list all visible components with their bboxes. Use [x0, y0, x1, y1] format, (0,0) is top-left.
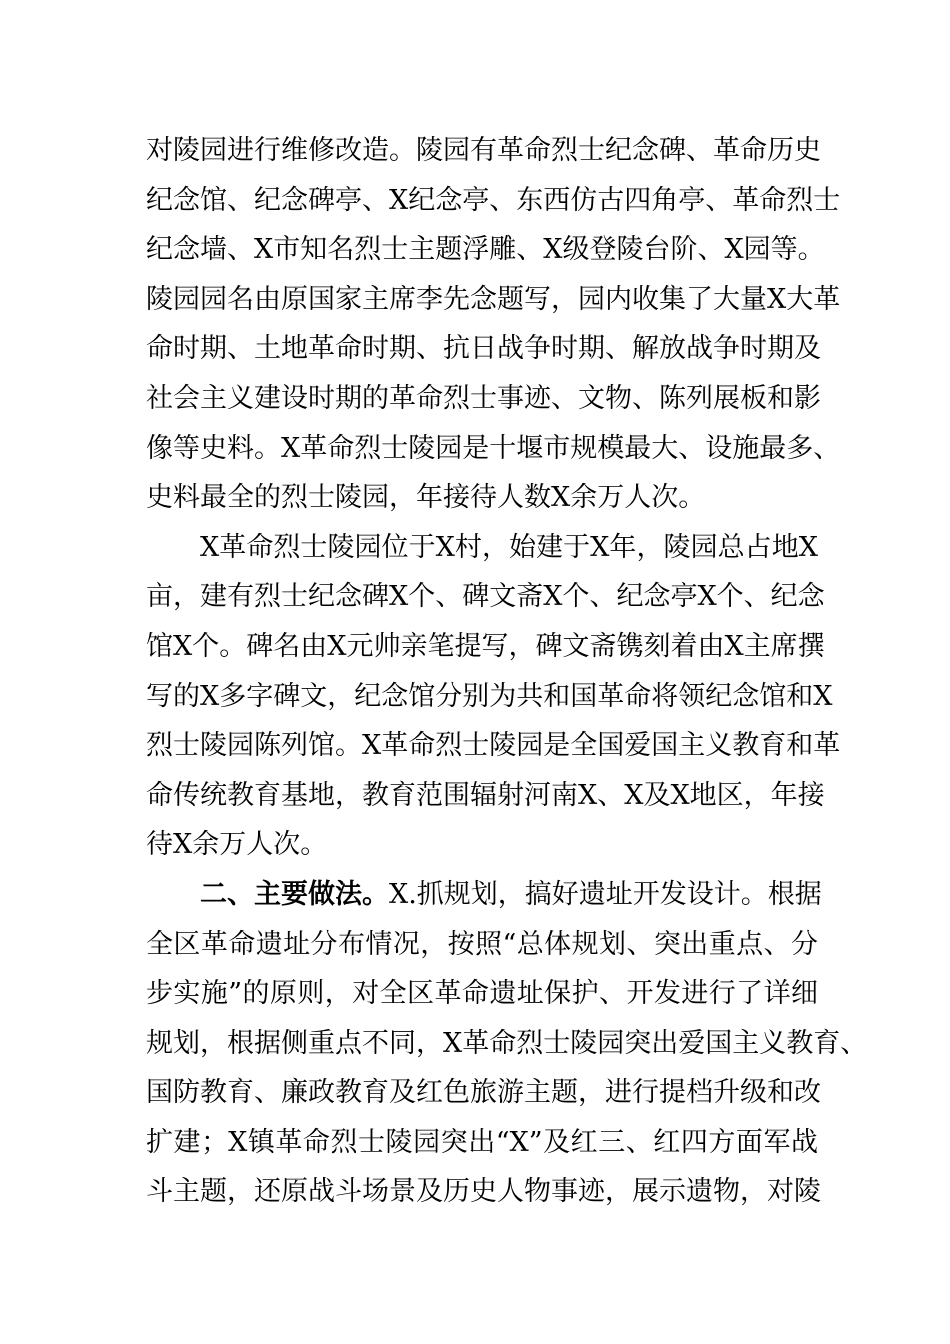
text-line: 烈士陵园陈列馆。X革命烈士陵园是全国爱国主义教育和革 — [146, 730, 841, 762]
text-line: 纪念墙、X市知名烈士主题浮雕、X级登陵台阶、X园等。 — [146, 234, 825, 266]
text-line: 命传统教育基地，教育范围辐射河南X、X及X地区，年接 — [146, 779, 825, 811]
text-line: 馆X个。碑名由X元帅亲笔提写，碑文斋镌刻着由X主席撰 — [146, 630, 825, 662]
text-line: 命时期、土地革命时期、抗日战争时期、解放战争时期及 — [146, 333, 821, 365]
text-line: 斗主题，还原战斗场景及历史人物事迹，展示遗物，对陵 — [146, 1176, 821, 1208]
text-line: 社会主义建设时期的革命烈士事迹、文物、陈列展板和影 — [146, 382, 821, 414]
paragraph-1 — [146, 126, 841, 523]
text-line: 待X余万人次。 — [146, 829, 328, 861]
text-line: 步实施”的原则，对全区革命遗址保护、开发进行了详细 — [146, 978, 818, 1010]
text-line: 对陵园进行维修改造。陵园有革命烈士纪念碑、革命历史 — [146, 135, 821, 166]
text-line: 史料最全的烈士陵园，年接待人数X余万人次。 — [146, 482, 706, 514]
text-line: 扩建；X镇革命烈士陵园突出“X”及红三、红四方面军战 — [146, 1126, 818, 1158]
text-line: 全区革命遗址分布情况，按照“总体规划、突出重点、分 — [146, 928, 818, 960]
section-heading: 二、主要做法。 — [200, 878, 389, 910]
paragraph-2 — [146, 523, 841, 870]
text-line: 陵园园名由原国家主席李先念题写，园内收集了大量X大革 — [146, 283, 841, 315]
text-line: 国防教育、廉政教育及红色旅游主题，进行提档升级和改 — [146, 1077, 821, 1109]
text-line: 规划，根据侧重点不同，X革命烈士陵园突出爱国主义教育、 — [146, 1027, 868, 1059]
text-line: 纪念馆、纪念碑亭、X纪念亭、东西仿古四角亭、革命烈士 — [146, 184, 841, 216]
paragraph-3 — [146, 870, 868, 1217]
text-line-with-heading — [146, 870, 822, 920]
text-line: 写的X多字碑文，纪念馆分别为共和国革命将领纪念馆和X — [146, 680, 833, 712]
text-line: 亩，建有烈士纪念碑X个、碑文斋X个、纪念亭X个、纪念 — [146, 581, 825, 613]
text-line: X革命烈士陵园位于X村，始建于X年，陵园总占地X — [200, 531, 818, 563]
text-line: 像等史料。X革命烈士陵园是十堰市规模最大、设施最多、 — [146, 432, 841, 464]
document-body — [146, 126, 868, 1217]
heading-line-text: X.抓规划，搞好遗址开发设计。根据 — [389, 878, 822, 910]
